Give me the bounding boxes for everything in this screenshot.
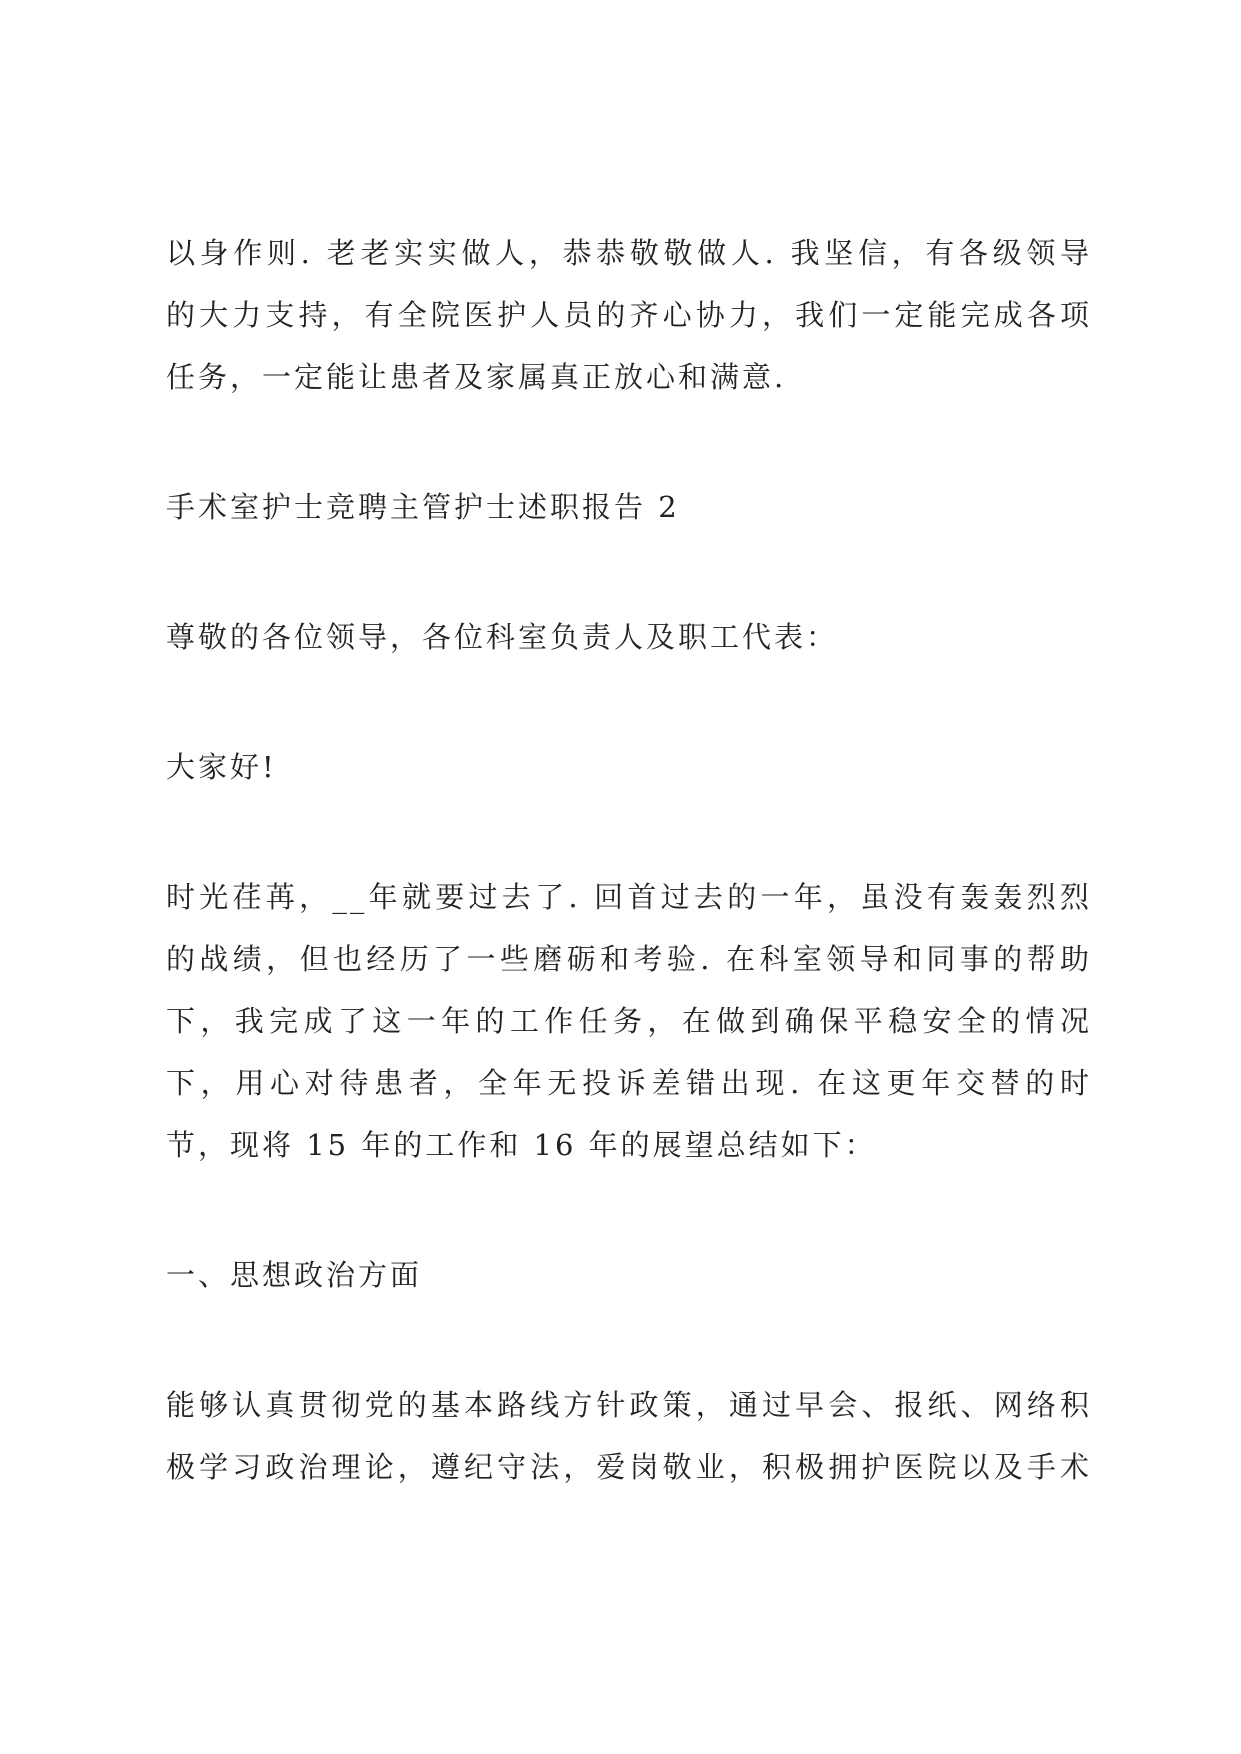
text-line: 下，用心对待患者，全年无投诉差错出现. 在这更年交替的时: [166, 1066, 1092, 1100]
text-line: 能够认真贯彻党的基本路线方针政策，通过早会、报纸、网络积: [166, 1388, 1092, 1422]
paragraph-political-study: [166, 1374, 1092, 1498]
text-line: 任务，一定能让患者及家属真正放心和满意.: [166, 360, 787, 394]
paragraph-closing-commitment: [166, 222, 1092, 408]
text-line: 尊敬的各位领导，各位科室负责人及职工代表：: [166, 620, 839, 654]
text-line: 的大力支持，有全院医护人员的齐心协力，我们一定能完成各项: [166, 298, 1092, 332]
paragraph-year-review: [166, 866, 1092, 1176]
text-line: 极学习政治理论，遵纪守法，爱岗敬业，积极拥护医院以及手术: [166, 1450, 1092, 1484]
document-body: [166, 222, 1092, 1498]
report-title: [166, 476, 1092, 538]
salutation: [166, 606, 1092, 668]
text-line: 一、思想政治方面: [166, 1258, 423, 1292]
text-line: 手术室护士竞聘主管护士述职报告 2: [166, 490, 680, 524]
section-heading: [166, 1244, 1092, 1306]
text-line: 的战绩，但也经历了一些磨砺和考验. 在科室领导和同事的帮助: [166, 942, 1092, 976]
text-line: 节，现将 15 年的工作和 16 年的展望总结如下：: [166, 1128, 877, 1162]
text-line: 以身作则. 老老实实做人，恭恭敬敬做人. 我坚信，有各级领导: [166, 236, 1092, 270]
text-line: 下，我完成了这一年的工作任务，在做到确保平稳安全的情况: [166, 1004, 1092, 1038]
greeting: [166, 736, 1092, 798]
text-line: 时光荏苒，__年就要过去了. 回首过去的一年，虽没有轰轰烈烈: [166, 880, 1092, 914]
text-line: 大家好!: [166, 750, 277, 784]
